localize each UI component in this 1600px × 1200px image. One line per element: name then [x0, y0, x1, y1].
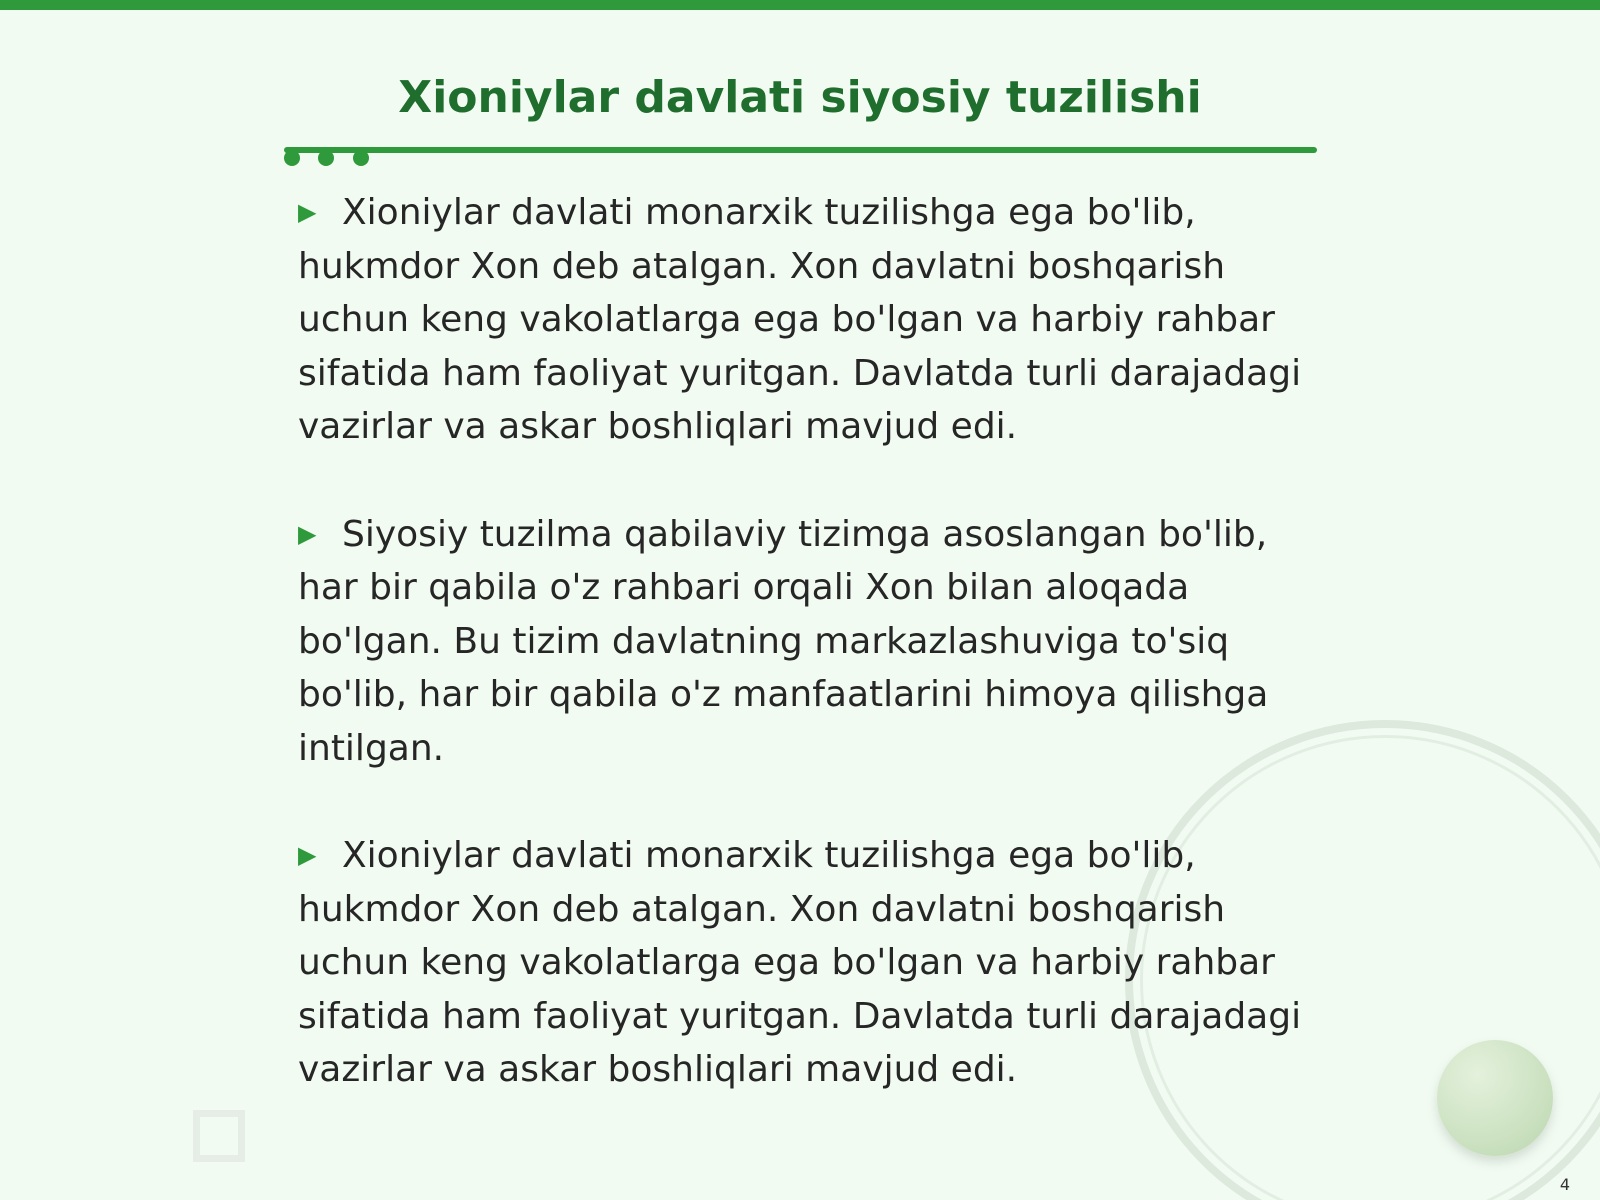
underline-dot	[318, 150, 334, 166]
triangle-right-icon: ▶	[298, 841, 317, 869]
bullet-item	[298, 186, 1308, 454]
bullet-text: Siyosiy tuzilma qabilaviy tizimga asoslangan bo'lib, har bir qabila o'z rahbari orqali Xon bilan aloqada bo'lgan. Bu tizim davlatning markazlashuviga to'siq bo'lib, har bir qabila o'z manfaatlarini himoya qilishga intilgan.	[298, 513, 1269, 769]
underline-dot	[353, 150, 369, 166]
bullet-text: Xioniylar davlati monarxik tuzilishga ega bo'lib, hukmdor Xon deb atalgan. Xon davlatni boshqarish uchun keng vakolatlarga ega bo'lgan va harbiy rahbar sifatida ham faoliyat yuritgan. Davlatda turli darajadagi vazirlar va askar boshliqlari mavjud edi.	[298, 192, 1302, 447]
bullet-text: Xioniylar davlati monarxik tuzilishga ega bo'lib, hukmdor Xon deb atalgan. Xon davlatni boshqarish uchun keng vakolatlarga ega bo'lgan va harbiy rahbar sifatida ham faoliyat yuritgan. Davlatda turli darajadagi vazirlar va askar boshliqlari mavjud edi.	[298, 835, 1302, 1090]
page-number: 4	[1559, 1175, 1570, 1194]
top-accent-bar	[0, 0, 1600, 10]
triangle-right-icon: ▶	[298, 198, 317, 226]
bullet-item	[298, 508, 1308, 776]
underline-dot	[284, 150, 300, 166]
slide-title: Xioniylar davlati siyosiy tuzilishi	[398, 72, 1202, 123]
bullet-item	[298, 829, 1308, 1097]
decorative-square	[193, 1110, 245, 1162]
triangle-right-icon: ▶	[298, 519, 317, 548]
title-underline	[284, 147, 1317, 153]
bullet-list	[298, 186, 1308, 1151]
decorative-circle	[1437, 1040, 1553, 1156]
